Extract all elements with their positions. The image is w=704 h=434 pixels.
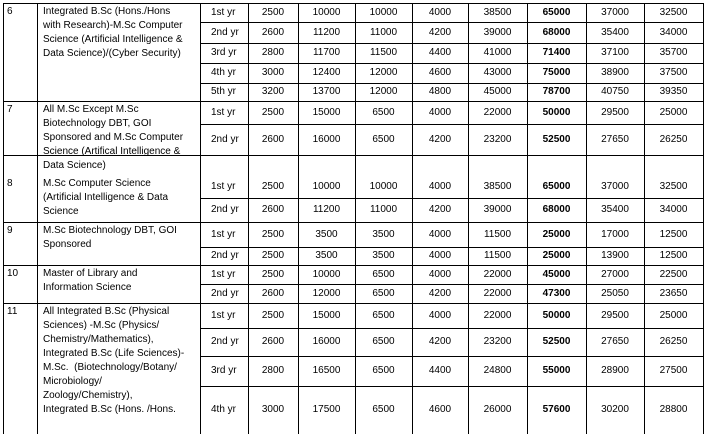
fee-value: 2500 [261, 229, 285, 240]
fee-value: 2600 [261, 288, 285, 299]
fee-value: 6500 [372, 269, 395, 280]
fee-value: 39350 [659, 86, 688, 97]
fee-value: 16500 [312, 365, 341, 376]
year-label: 1st yr [211, 7, 236, 18]
year-label: 1st yr [211, 107, 236, 118]
fee-value: 17500 [312, 404, 341, 415]
fee-value: 2800 [261, 365, 285, 376]
fee-value: 2500 [261, 7, 285, 18]
fee-value: 28900 [601, 365, 629, 376]
fee-value: 3200 [261, 86, 285, 97]
fee-value: 2500 [261, 181, 285, 192]
course-name: M.Sc Computer Science (Artificial Intelligence & Data Science [43, 178, 169, 217]
fee-value: 27500 [659, 365, 688, 376]
fee-value: 38500 [483, 7, 512, 18]
course-name: All M.Sc Except M.Sc Biotechnology DBT, GOI Sponsored and M.Sc Computer Science (Artifical Intelligence & Data Science) [43, 104, 184, 171]
course-name: M.Sc Biotechnology DBT, GOI Sponsored [43, 225, 177, 250]
fee-value: 12500 [659, 229, 688, 240]
fee-value: 25000 [659, 310, 688, 321]
fee-value: 38500 [483, 181, 512, 192]
fee-value: 41000 [483, 47, 512, 58]
fee-value: 13900 [601, 250, 629, 261]
fee-value: 6500 [372, 365, 395, 376]
fee-value: 4000 [428, 250, 452, 261]
fee-value: 4200 [428, 336, 452, 347]
fee-value: 32500 [659, 7, 688, 18]
total-fee: 75000 [542, 67, 571, 78]
fee-value: 17000 [601, 229, 629, 240]
fee-value: 38900 [601, 67, 629, 78]
course-name: Integrated B.Sc (Hons./Hons with Research)-M.Sc Computer Science (Artificial Intelligence & Data Science)/(Cyber Security) [43, 6, 183, 59]
fee-value: 26250 [659, 134, 688, 145]
fee-value: 27650 [601, 134, 629, 145]
fee-value: 10000 [312, 181, 341, 192]
total-fee: 57600 [542, 404, 571, 415]
fee-value: 4600 [428, 404, 452, 415]
total-fee: 65000 [542, 181, 571, 192]
fee-value: 6500 [372, 336, 395, 347]
year-label: 5th yr [211, 86, 237, 97]
serial-number: 7 [7, 104, 13, 115]
total-fee: 52500 [542, 134, 571, 145]
fee-value: 43000 [483, 67, 512, 78]
total-fee: 71400 [542, 47, 571, 58]
total-fee: 25000 [542, 229, 571, 240]
fee-value: 2600 [261, 336, 285, 347]
year-label: 2nd yr [211, 288, 239, 299]
fee-value: 22000 [483, 269, 512, 280]
serial-number: 8 [7, 178, 13, 189]
fee-value: 13700 [312, 86, 341, 97]
fee-value: 11000 [369, 204, 398, 215]
fee-value: 11000 [369, 27, 398, 38]
total-fee: 55000 [542, 365, 571, 376]
fee-value: 6500 [372, 310, 395, 321]
total-fee: 65000 [542, 7, 571, 18]
year-label: 2nd yr [211, 250, 239, 261]
fee-value: 12000 [369, 67, 398, 78]
fee-value: 2500 [261, 250, 285, 261]
total-fee: 68000 [542, 204, 571, 215]
year-label: 2nd yr [211, 27, 239, 38]
fee-value: 37100 [601, 47, 629, 58]
fee-value: 3500 [315, 229, 338, 240]
fee-value: 4400 [428, 365, 452, 376]
fee-value: 24800 [483, 365, 512, 376]
fee-value: 25000 [659, 107, 688, 118]
fee-value: 4000 [428, 7, 452, 18]
serial-number: 6 [7, 6, 13, 17]
fee-value: 2600 [261, 204, 285, 215]
fee-value: 4800 [428, 86, 452, 97]
fee-value: 32500 [659, 181, 688, 192]
serial-number: 9 [7, 225, 13, 236]
fee-value: 16000 [312, 134, 341, 145]
fee-value: 10000 [369, 7, 398, 18]
fee-value: 3500 [372, 229, 395, 240]
fee-value: 2500 [261, 310, 285, 321]
fee-value: 23200 [483, 134, 512, 145]
fee-value: 11500 [483, 229, 512, 240]
total-fee: 52500 [542, 336, 571, 347]
year-label: 2nd yr [211, 336, 239, 347]
fee-value: 4000 [428, 181, 452, 192]
fee-value: 28800 [659, 404, 688, 415]
fee-value: 23650 [659, 288, 688, 299]
total-fee: 68000 [542, 27, 571, 38]
fee-value: 3000 [261, 404, 285, 415]
fee-value: 25050 [601, 288, 629, 299]
fee-value: 6500 [372, 288, 395, 299]
fee-value: 11500 [483, 250, 512, 261]
fee-value: 4000 [428, 107, 452, 118]
year-label: 1st yr [211, 229, 236, 240]
fee-value: 26250 [659, 336, 688, 347]
total-fee: 47300 [542, 288, 571, 299]
fee-value: 2800 [261, 47, 285, 58]
fee-value: 37500 [659, 67, 688, 78]
fee-value: 3500 [372, 250, 395, 261]
fee-value: 35400 [601, 27, 629, 38]
fee-value: 12400 [312, 67, 341, 78]
course-name: All Integrated B.Sc (Physical Sciences) -M.Sc (Physics/ Chemistry/Mathematics), Integrated B.Sc (Life Sciences)- M.Sc. (Biotechnology/Botany/ Microbiology/ Zoology/Chemistry), Integrated B.Sc (Hons. /Hons. [43, 306, 185, 415]
fee-value: 27650 [601, 336, 629, 347]
fee-value: 11200 [312, 27, 341, 38]
year-label: 1st yr [211, 310, 236, 321]
fee-value: 35700 [659, 47, 688, 58]
total-fee: 50000 [542, 310, 571, 321]
year-label: 1st yr [211, 181, 236, 192]
fee-value: 16000 [312, 336, 341, 347]
fee-value: 26000 [483, 404, 512, 415]
fee-value: 2500 [261, 107, 285, 118]
fee-value: 4000 [428, 229, 452, 240]
fee-value: 22000 [483, 107, 512, 118]
serial-number: 10 [7, 268, 19, 279]
fee-value: 45000 [483, 86, 512, 97]
fee-value: 3500 [315, 250, 338, 261]
fee-value: 6500 [372, 134, 395, 145]
fee-value: 4000 [428, 310, 452, 321]
fee-value: 12500 [659, 250, 688, 261]
fee-value: 35400 [601, 204, 629, 215]
course-name: Master of Library and Information Science [43, 268, 138, 293]
fee-value: 4200 [428, 288, 452, 299]
fee-value: 4400 [428, 47, 452, 58]
fee-value: 4600 [428, 67, 452, 78]
fee-value: 4200 [428, 204, 452, 215]
fee-value: 10000 [369, 181, 398, 192]
fee-value: 2600 [261, 134, 285, 145]
fee-value: 27000 [601, 269, 629, 280]
fee-value: 15000 [312, 310, 341, 321]
year-label: 3rd yr [211, 365, 237, 376]
fee-value: 4200 [428, 134, 452, 145]
fee-value: 23200 [483, 336, 512, 347]
fee-value: 2500 [261, 269, 285, 280]
fee-value: 10000 [312, 269, 341, 280]
fee-value: 11500 [369, 47, 398, 58]
year-label: 3rd yr [211, 47, 237, 58]
fee-value: 39000 [483, 204, 512, 215]
fee-value: 12000 [312, 288, 341, 299]
fee-value: 37000 [601, 7, 629, 18]
fee-value: 11200 [312, 204, 341, 215]
fee-value: 34000 [659, 27, 688, 38]
fee-value: 29500 [601, 310, 629, 321]
fee-value: 2600 [261, 27, 285, 38]
fee-value: 22000 [483, 310, 512, 321]
fee-value: 39000 [483, 27, 512, 38]
fee-value: 11700 [312, 47, 341, 58]
fee-value: 29500 [601, 107, 629, 118]
year-label: 1st yr [211, 269, 236, 280]
fee-value: 10000 [312, 7, 341, 18]
fee-value: 6500 [372, 107, 395, 118]
fee-value: 40750 [601, 86, 629, 97]
year-label: 2nd yr [211, 134, 239, 145]
total-fee: 78700 [542, 86, 571, 97]
fee-value: 6500 [372, 404, 395, 415]
total-fee: 45000 [542, 269, 571, 280]
fee-value: 15000 [312, 107, 341, 118]
fee-value: 34000 [659, 204, 688, 215]
serial-number: 11 [7, 306, 18, 317]
total-fee: 50000 [542, 107, 571, 118]
total-fee: 25000 [542, 250, 571, 261]
fee-value: 3000 [261, 67, 285, 78]
year-label: 4th yr [211, 67, 237, 78]
fee-value: 22500 [659, 269, 688, 280]
fee-value: 12000 [369, 86, 398, 97]
fee-value: 37000 [601, 181, 629, 192]
fee-value: 4000 [428, 269, 452, 280]
fee-value: 4200 [428, 27, 452, 38]
year-label: 4th yr [211, 404, 237, 415]
fee-value: 30200 [601, 404, 629, 415]
year-label: 2nd yr [211, 204, 239, 215]
fee-value: 22000 [483, 288, 512, 299]
